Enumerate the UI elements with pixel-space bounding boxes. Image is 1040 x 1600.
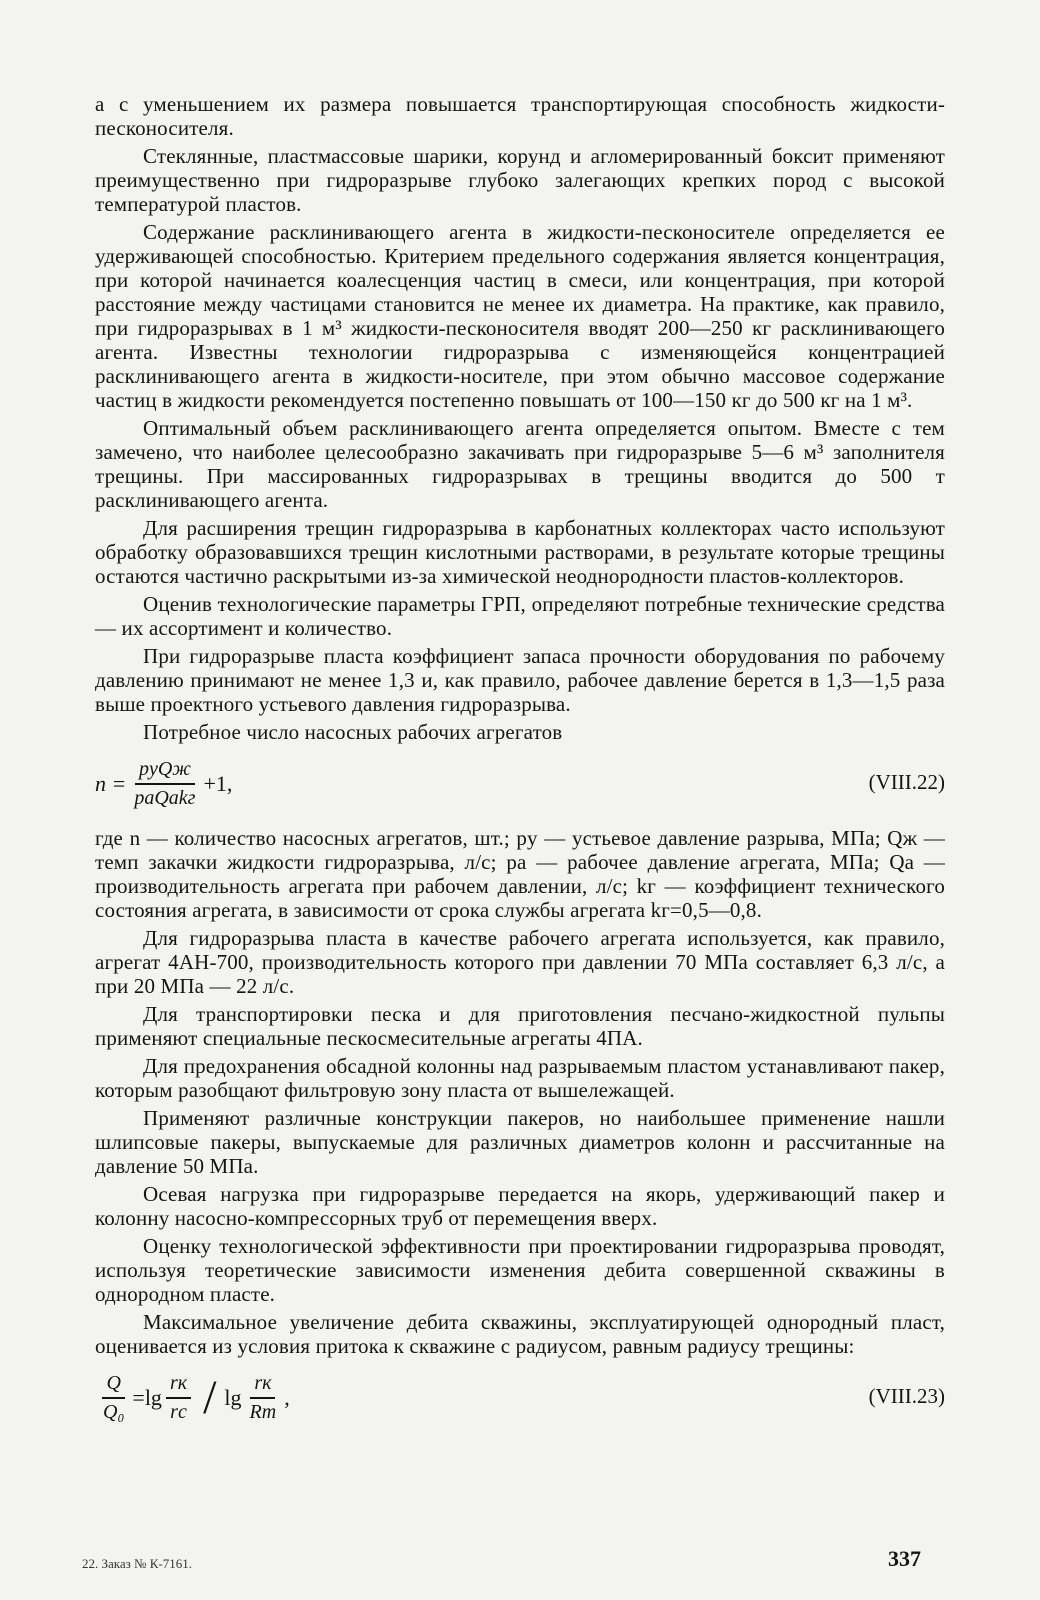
paragraph: где n — количество насосных агрегатов, шт.; pу — устьевое давление разрыва, МПа; Qж — темп закачки жидкости гидроразрыва, л/с; pа — рабочее давление агрегата, МПа; Qа — производительность агрегата при рабочем давлении, л/с; kг — коэффициент технического состояния агрегата, в зависимости от срока службы агрегата kг=0,5—0,8. (95, 826, 945, 922)
formula-numerator: rк (250, 1372, 275, 1399)
formula-slash: / (203, 1371, 217, 1424)
paragraph: Потребное число насосных рабочих агрегатов (143, 720, 563, 744)
formula-numerator: rк (166, 1372, 191, 1399)
paragraph: Для гидроразрыва пласта в качестве рабочего агрегата используется, как правило, агрегат 4АН-700, производительность которого при давлении 70 МПа составляет 6,3 л/с, а при 20 МПа — 22 л/с. (95, 926, 945, 998)
formula-numerator: Q (102, 1372, 124, 1399)
equation-number: (VIII.23) (868, 1384, 945, 1408)
paragraph: Оценив технологические параметры ГРП, определяют потребные технические средства — их ассортимент и количество. (95, 592, 945, 640)
paragraph: При гидроразрыве пласта коэффициент запаса прочности оборудования по рабочему давлению принимают не менее 1,3 и, как правило, рабочее давление берется в 1,3—1,5 раза выше проектного устьевого давления гидроразрыва. (95, 644, 945, 716)
formula-fraction (246, 1372, 281, 1424)
formula-operator: lg (224, 1385, 242, 1410)
paragraph: Применяют различные конструкции пакеров, но наибольшее применение нашли шлипсовые пакеры, выпускаемые для различных диаметров колонн и рассчитанные на давление 50 МПа. (95, 1106, 945, 1178)
formula-fraction (166, 1372, 191, 1424)
paragraph: Осевая нагрузка при гидроразрыве передается на якорь, удерживающий пакер и колонну насосно-компрессорных труб от перемещения вверх. (95, 1182, 945, 1230)
formula-denominator: Rт (249, 1401, 277, 1423)
paragraph: а с уменьшением их размера повышается транспортирующая способность жидкости-песконосителя. (95, 92, 945, 140)
formula-body (95, 1362, 290, 1434)
formula-operator: =lg (132, 1385, 162, 1410)
formula-fraction (130, 758, 199, 810)
paragraph: Стеклянные, пластмассовые шарики, корунд и агломерированный боксит применяют преимущественно при гидроразрыве глубоко залегающих крепких пород с высокой температурой пластов. (95, 144, 945, 216)
paragraph: Оценку технологической эффективности при проектировании гидроразрыва проводят, используя теоретические зависимости изменения дебита совершенной скважины в однородном пласте. (95, 1234, 945, 1306)
paragraph: Для предохранения обсадной колонны над разрываемым пластом устанавливают пакер, которым разобщают фильтровую зону пласта от вышележащей. (95, 1054, 945, 1102)
formula-comma: , (284, 1385, 290, 1410)
paragraph: Содержание расклинивающего агента в жидкости-песконосителе определяется ее удерживающей способностью. Критерием предельного содержания является концентрация, при которой начинается коалесценция частиц в смеси, или концентрация, при которой расстояние между частицами становится не менее их диаметра. На практике, как правило, при гидроразрывах в 1 м³ жидкости-песконосителя вводят 200—250 кг расклинивающего агента. Известны технологии гидроразрыва с изменяющейся концентрацией расклинивающего агента в жидкости-носителе, при этом обычно массовое содержание частиц в жидкости рекомендуется постепенно повышать от 100—150 кг до 500 кг на 1 м³. (95, 220, 945, 412)
paragraph: Максимальное увеличение дебита скважины, эксплуатирующей однородный пласт, оценивается из условия притока к скважине с радиусом, равным радиусу трещины: (95, 1310, 945, 1358)
formula-viii-22 (95, 748, 945, 820)
document-page (95, 92, 945, 1440)
print-order-footer: 22. Заказ № К-7161. (82, 1556, 192, 1571)
formula-viii-23 (95, 1362, 945, 1434)
page-number: 337 (888, 1546, 921, 1571)
formula-numerator: pуQж (135, 758, 195, 785)
formula-denominator: Q₀ (103, 1401, 125, 1423)
formula-denominator: rс (170, 1401, 187, 1423)
paragraph: Для расширения трещин гидроразрыва в карбонатных коллекторах часто используют обработку образовавшихся трещин кислотными растворами, в результате которые трещины остаются частично раскрытыми из-за химической неоднородности пластов-коллекторов. (95, 516, 945, 588)
equation-number: (VIII.22) (868, 770, 945, 794)
paragraph: Для транспортировки песка и для приготовления песчано-жидкостной пульпы применяют специальные пескосмесительные агрегаты 4ПА. (95, 1002, 945, 1050)
formula-lhs: n = (95, 771, 127, 796)
formula-tail: +1, (203, 771, 233, 796)
formula-body (95, 748, 232, 820)
paragraph: Оптимальный объем расклинивающего агента определяется опытом. Вместе с тем замечено, что наиболее целесообразно закачивать при гидроразрыве 5—6 м³ заполнителя трещины. При массированных гидроразрывах в трещины вводится до 500 т расклинивающего агента. (95, 416, 945, 512)
formula-denominator: pаQаkг (134, 787, 196, 809)
formula-fraction (99, 1372, 128, 1424)
